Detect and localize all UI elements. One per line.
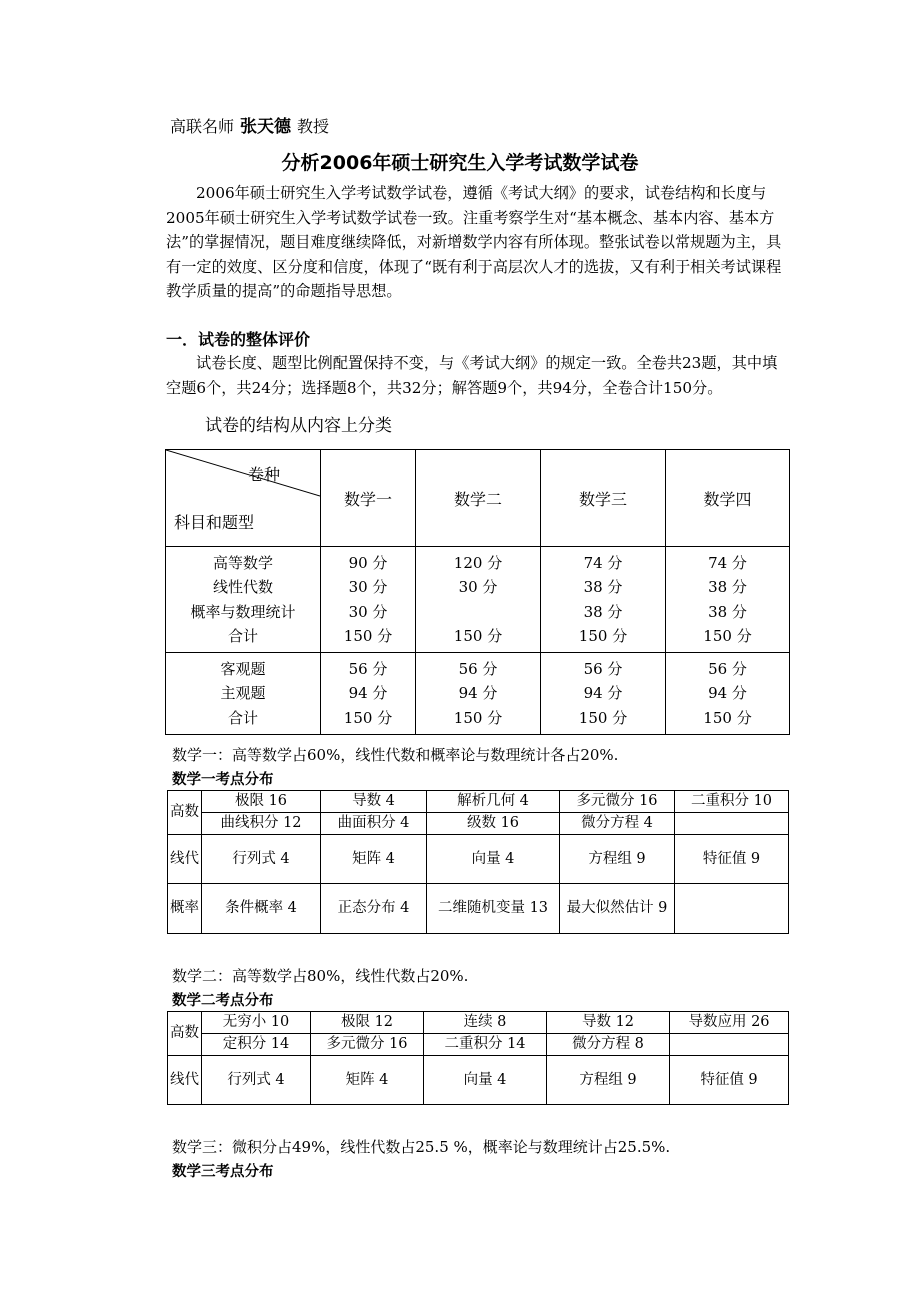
topic-cell: 导数应用 26 xyxy=(670,1012,789,1034)
intro-text: 2006年硕士研究生入学考试数学试卷，遵循《考试大纲》的要求，试卷结构和长度与2005年硕士研究生入学考试数学试卷一致。注重考察学生对“基本概念、基本内容、基本方法”的掌握情况，题目难度继续降低，对新增数学内容有所体现。整张试卷以常规题为主，具有一定的效度、区分度和信度，体现了“既有利于高层次人才的选拔，又有利于相关考试课程教学质量的提高”的命题指导思想。 xyxy=(166,184,782,300)
table-row xyxy=(168,884,789,934)
row-label: 主观题 xyxy=(220,684,266,703)
topic-cell: 连续 8 xyxy=(424,1012,547,1034)
cell-value: 150 分 xyxy=(343,708,393,727)
cell-value: 56 分 xyxy=(348,660,388,679)
section1-heading: 一．试卷的整体评价 xyxy=(166,330,311,349)
row-group-label: 概率 xyxy=(168,884,202,934)
topic-cell: 多元微分 16 xyxy=(560,791,675,813)
author-name: 张天德 xyxy=(240,117,292,137)
topic-cell: 正态分布 4 xyxy=(321,884,427,934)
cell-value: 30 分 xyxy=(458,578,498,597)
cell-value: 30 分 xyxy=(348,578,388,597)
cell-value: 38 分 xyxy=(583,602,623,621)
topic-cell: 方程组 9 xyxy=(560,835,675,884)
topic-cell: 二重积分 14 xyxy=(424,1034,547,1056)
row-label: 线性代数 xyxy=(212,578,273,597)
section1-text: 试卷长度、题型比例配置保持不变，与《考试大纲》的规定一致。全卷共23题，其中填空题6个，共24分；选择题8个，共32分；解答题9个，共94分，全卷合计150分。 xyxy=(166,354,778,397)
table-row xyxy=(168,791,789,813)
cell-value: 150 分 xyxy=(453,626,503,645)
cell-value xyxy=(416,600,540,624)
topic-cell xyxy=(670,1034,789,1056)
table-row xyxy=(168,835,789,884)
byline-prefix: 高联名师 xyxy=(170,117,235,136)
math1-table xyxy=(167,790,789,934)
topic-cell: 向量 4 xyxy=(427,835,560,884)
author-byline xyxy=(170,112,329,137)
topic-cell: 曲面积分 4 xyxy=(321,813,427,835)
row-label: 客观题 xyxy=(220,660,266,679)
group-values xyxy=(416,653,541,735)
group-values xyxy=(541,653,666,735)
structure-caption: 试卷的结构从内容上分类 xyxy=(205,416,392,436)
corner-bottom-label: 科目和题型 xyxy=(174,513,255,532)
group-values xyxy=(416,547,541,653)
topic-cell: 行列式 4 xyxy=(202,1056,311,1105)
topic-cell: 无穷小 10 xyxy=(202,1012,311,1034)
topic-cell: 极限 12 xyxy=(311,1012,424,1034)
structure-header-row xyxy=(166,450,790,547)
topic-cell: 矩阵 4 xyxy=(321,835,427,884)
topic-cell: 解析几何 4 xyxy=(427,791,560,813)
topic-cell: 定积分 14 xyxy=(202,1034,311,1056)
topic-cell: 导数 4 xyxy=(321,791,427,813)
cell-value: 56 分 xyxy=(708,660,747,679)
structure-group-subject xyxy=(166,547,790,653)
table-row xyxy=(168,1056,789,1105)
topic-cell: 向量 4 xyxy=(424,1056,547,1105)
cell-value: 38 分 xyxy=(583,578,623,597)
column-header: 数学一 xyxy=(321,450,416,547)
group-values xyxy=(321,653,416,735)
cell-value: 38 分 xyxy=(708,602,747,621)
math2-table xyxy=(167,1011,789,1105)
row-group-label: 高数 xyxy=(168,1012,202,1056)
cell-value: 56 分 xyxy=(458,660,498,679)
cell-value: 94 分 xyxy=(708,684,747,703)
math3-heading: 数学三考点分布 xyxy=(172,1164,274,1180)
cell-value: 150 分 xyxy=(343,626,393,645)
structure-table xyxy=(165,449,790,735)
column-header: 数学三 xyxy=(541,450,666,547)
page-title: 分析2006年硕士研究生入学考试数学试卷 xyxy=(281,152,639,174)
cell-value: 74 分 xyxy=(708,554,747,572)
row-label: 高等数学 xyxy=(212,554,273,572)
topic-cell xyxy=(675,884,789,934)
math1-heading: 数学一考点分布 xyxy=(172,772,274,788)
topic-cell: 多元微分 16 xyxy=(311,1034,424,1056)
topic-cell: 微分方程 4 xyxy=(560,813,675,835)
table-row xyxy=(168,813,789,835)
cell-value: 120 分 xyxy=(453,554,503,572)
group-values xyxy=(321,547,416,653)
row-label: 合计 xyxy=(227,708,258,727)
intro-paragraph xyxy=(166,181,788,304)
math1-note: 数学一：高等数学占60%，线性代数和概率论与数理统计各占20%. xyxy=(172,746,619,764)
corner-top-label: 卷种 xyxy=(248,465,281,484)
cell-value: 150 分 xyxy=(703,626,752,645)
topic-cell: 微分方程 8 xyxy=(547,1034,670,1056)
topic-cell: 最大似然估计 9 xyxy=(560,884,675,934)
cell-value: 56 分 xyxy=(583,660,623,679)
group-labels xyxy=(166,653,321,735)
topic-cell: 导数 12 xyxy=(547,1012,670,1034)
cell-value: 150 分 xyxy=(578,708,628,727)
table-row xyxy=(168,1012,789,1034)
row-label: 合计 xyxy=(227,626,258,645)
topic-cell: 曲线积分 12 xyxy=(202,813,321,835)
cell-value: 38 分 xyxy=(708,578,747,597)
topic-cell xyxy=(675,813,789,835)
cell-value: 150 分 xyxy=(453,708,503,727)
topic-cell: 方程组 9 xyxy=(547,1056,670,1105)
cell-value: 74 分 xyxy=(583,554,623,572)
table-row xyxy=(168,1034,789,1056)
cell-value: 150 分 xyxy=(703,708,752,727)
math2-heading: 数学二考点分布 xyxy=(172,993,274,1009)
topic-cell: 条件概率 4 xyxy=(202,884,321,934)
group-values xyxy=(666,653,790,735)
group-values xyxy=(541,547,666,653)
row-group-label: 线代 xyxy=(168,835,202,884)
byline-suffix: 教授 xyxy=(297,117,330,136)
structure-group-type xyxy=(166,653,790,735)
row-group-label: 高数 xyxy=(168,791,202,835)
topic-cell: 极限 16 xyxy=(202,791,321,813)
group-labels xyxy=(166,547,321,653)
row-group-label: 线代 xyxy=(168,1056,202,1105)
topic-cell: 矩阵 4 xyxy=(311,1056,424,1105)
topic-cell: 级数 16 xyxy=(427,813,560,835)
group-values xyxy=(666,547,790,653)
topic-cell: 二维随机变量 13 xyxy=(427,884,560,934)
row-label: 概率与数理统计 xyxy=(190,602,296,621)
column-header: 数学二 xyxy=(416,450,541,547)
cell-value: 94 分 xyxy=(458,684,498,703)
cell-value: 150 分 xyxy=(578,626,628,645)
corner-cell xyxy=(166,450,321,547)
section1-paragraph xyxy=(166,351,788,400)
topic-cell: 二重积分 10 xyxy=(675,791,789,813)
topic-cell: 特征值 9 xyxy=(670,1056,789,1105)
cell-value: 94 分 xyxy=(583,684,623,703)
cell-value: 94 分 xyxy=(348,684,388,703)
topic-cell: 行列式 4 xyxy=(202,835,321,884)
cell-value: 90 分 xyxy=(348,554,388,572)
column-header: 数学四 xyxy=(666,450,790,547)
math2-note: 数学二：高等数学占80%，线性代数占20%. xyxy=(172,967,469,985)
cell-value: 30 分 xyxy=(348,602,388,621)
topic-cell: 特征值 9 xyxy=(675,835,789,884)
math3-note: 数学三：微积分占49%，线性代数占25.5 %，概率论与数理统计占25.5%. xyxy=(172,1138,671,1156)
